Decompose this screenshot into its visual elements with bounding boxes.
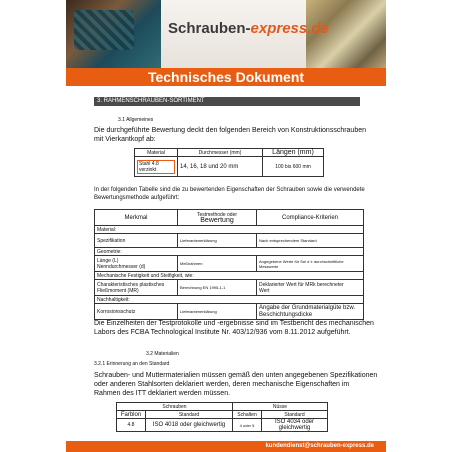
std-farblon: 4.8 (117, 419, 146, 432)
footer-email-link[interactable]: kundendienst@schrauben-express.de (265, 443, 374, 449)
standards-table (116, 402, 328, 432)
material-finish: verzinkt (139, 166, 157, 173)
logo-accent: express.de (250, 20, 329, 37)
materials-line-3: Rahmen des ITT deklariert werden müssen. (94, 390, 231, 397)
props-mech-criteria (257, 280, 364, 296)
props-length-criteria-line1: Angegebene Werte für Sei d ± durchschnittliche (259, 258, 344, 264)
intro-line-1: Die durchgeführte Bewertung deckt den folgenden Bereich von Konstruktionsschrauben (94, 127, 367, 134)
para2-line-1: In der folgenden Tabelle sind die zu bewertenden Eigenschaften der Schrauben sowie die verwendete (94, 187, 365, 193)
props-header-test-line2: Bewertung (200, 216, 234, 224)
std-header-farblon: Farblon (117, 411, 146, 419)
range-header-length: Längen (mm) (263, 149, 324, 157)
props-spec-method: Lieferantenerklärung (178, 234, 257, 248)
std-header-standard: Standard (146, 411, 233, 419)
material-grade: Stahl 4.8 (139, 160, 159, 167)
props-corrosion-criteria (257, 304, 364, 320)
tools-image (74, 10, 134, 50)
range-header-diameter: Durchmesser (mm) (178, 149, 263, 157)
subsection-standard-reminder: 3.2.1 Erinnerung an den Standard (94, 361, 170, 367)
props-mech-method: Berechnung EN 1995-1-1 (178, 280, 257, 296)
props-length-criteria-line2: Messwerte (259, 263, 279, 269)
std-schalten: 4 oder 5 (233, 419, 262, 432)
props-spec-criteria: Nach entsprechendem Standard (257, 234, 364, 248)
std-standard: ISO 4018 oder gleichwertig (146, 419, 233, 432)
props-corrosion: Korrosionsschutz (95, 304, 178, 320)
properties-table (94, 209, 364, 320)
props-length (95, 256, 178, 272)
range-length: 100 bis 600 mm (263, 157, 324, 177)
document-title: Technisches Dokument (66, 68, 386, 86)
std-header-nusse: Nüsse (233, 403, 328, 411)
materials-line-1: Schrauben- und Muttermaterialien müssen gemäß den unten angegebenen Spezifikationen (94, 372, 378, 379)
props-spec: Spezifikation (95, 234, 178, 248)
header-banner (66, 0, 386, 86)
subsection-general: 3.1 Allgemeines (118, 117, 154, 123)
para2-line-2: Bewertungsmethode aufgeführt: (94, 195, 180, 201)
material-highlight (137, 160, 175, 174)
props-mech-line1: Charakteristisches plastisches (97, 281, 165, 288)
range-diameter: 14, 16, 18 und 20 mm (178, 157, 263, 177)
subsection-materials: 3.2 Materialien (146, 351, 179, 357)
props-length-line2: Nenndurchmesser (d) (97, 263, 146, 270)
props-corrosion-criteria-line1: Angabe der Grundmaterialgüte bzw. (259, 304, 356, 311)
props-length-method: Meßnahmen (178, 256, 257, 272)
std-header-standard-2: Standard (262, 411, 328, 419)
props-mech-criteria-line2: Wert (259, 287, 270, 294)
props-length-criteria (257, 256, 364, 272)
props-mech-criteria-line1: Deklarierter Wert für MRk berechneter (259, 281, 344, 288)
props-mech (95, 280, 178, 296)
company-logo[interactable] (168, 20, 329, 37)
props-header-test-line1: Testmethode oder (196, 211, 238, 218)
props-section-mechanical: Mechanische Festigkeit und Steifigkeit, wie: (95, 272, 364, 280)
std-header-schalten: Schalten (233, 411, 262, 419)
intro-line-2: mit Vierkantkopf ab: (94, 136, 156, 143)
para3-line-1: Die Einzelheiten der Testprotokolle und -ergebnisse sind im Testbericht des mechanischen (94, 320, 374, 327)
std-standard-2: ISO 4034 oder gleichwertig (262, 419, 328, 432)
props-mech-line2: Fließmoment (MR) (97, 287, 139, 294)
props-length-line1: Länge (L) (97, 257, 119, 264)
props-header-merkmal: Merkmal (95, 210, 178, 226)
tools-photo (66, 0, 161, 68)
props-header-test (178, 210, 257, 226)
std-header-schrauben: Schrauben (117, 403, 233, 411)
section-heading: 3. RAHMENSCHRAUBEN-SORTIMENT (94, 97, 360, 106)
props-corrosion-method: Lieferantenerklärung (178, 304, 257, 320)
range-material (135, 157, 178, 177)
footer-bar (66, 441, 386, 452)
props-section-sustainability: Nachhaltigkeit: (95, 296, 364, 304)
range-table (134, 148, 324, 177)
props-header-criteria: Compliance-Kriterien (257, 210, 364, 226)
materials-line-2: oder anderen Stahlsorten deklariert werden, deren mechanische Eigenschaften im (94, 381, 350, 388)
props-corrosion-criteria-line2: Beschichtungsdicke (259, 311, 313, 318)
range-header-material: Material (135, 149, 178, 157)
props-section-geometry: Geometrie: (95, 248, 364, 256)
para3-line-2: Labors des FCBA Technological Institute Nr. 403/12/936 vom 8.11.2012 aufgeführt. (94, 329, 351, 336)
props-section-material: Material: (95, 226, 364, 234)
logo-main: Schrauben- (168, 20, 251, 37)
